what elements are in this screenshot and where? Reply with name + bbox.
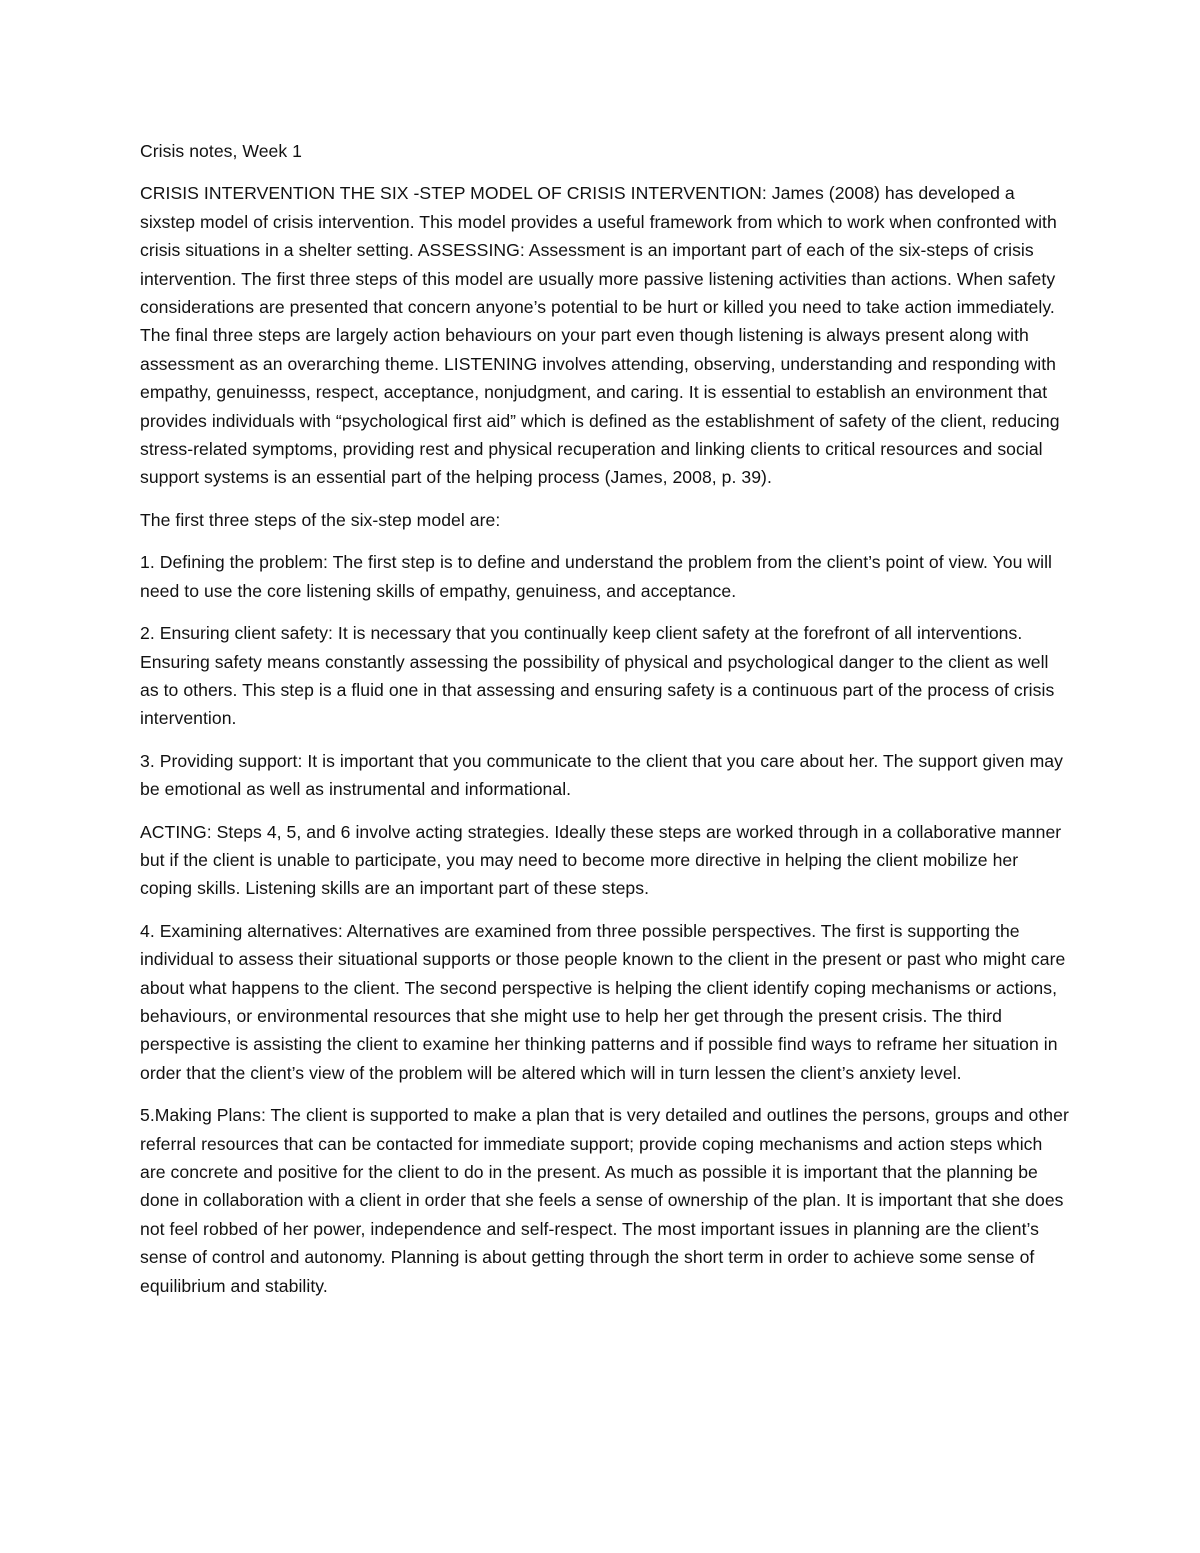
document-body xyxy=(140,137,1070,1314)
paragraph-step-2-client-safety: 2. Ensuring client safety: It is necessary that you continually keep client safety at the forefront of all interventions. Ensuring safety means constantly assessing the possibility of physical and psychological danger to the client as well as to others. This step is a fluid one in that assessing and ensuring safety is a continuous part of the process of crisis intervention. xyxy=(140,623,1055,729)
document-title: Crisis notes, Week 1 xyxy=(140,141,303,161)
paragraph-step-4-examining-alternatives: 4. Examining alternatives: Alternatives are examined from three possible perspectives. The first is supporting the individual to assess their situational supports or those people known to the client in the present or past who might care about what happens to the client. The second perspective is helping the client identify coping mechanisms or actions, behaviours, or environmental resources that she might use to help her get through the present crisis. The third perspective is assisting the client to examine her thinking patterns and if possible find ways to reframe her situation in order that the client’s view of the problem will be altered which will in turn lessen the client’s anxiety level. xyxy=(140,920,1066,1083)
paragraph-step-3-providing-support: 3. Providing support: It is important that you communicate to the client that you care about her. The support given may be emotional as well as instrumental and informational. xyxy=(140,750,1063,800)
paragraph-acting-strategies: ACTING: Steps 4, 5, and 6 involve acting strategies. Ideally these steps are worked through in a collaborative manner but if the client is unable to participate, you may need to become more directive in helping the client mobilize her coping skills. Listening skills are an important part of these steps. xyxy=(140,821,1062,899)
paragraph-crisis-intervention-overview: CRISIS INTERVENTION THE SIX -STEP MODEL OF CRISIS INTERVENTION: James (2008) has developed a sixstep model of crisis intervention. This model provides a useful framework from which to work when confronted with crisis situations in a shelter setting. ASSESSING: Assessment is an important part of each of the six-steps of crisis intervention. The first three steps of this model are usually more passive listening activities than actions. When safety considerations are presented that concern anyone’s potential to be hurt or killed you need to take action immediately. The final three steps are largely action behaviours on your part even though listening is always present along with assessment as an overarching theme. LISTENING involves attending, observing, understanding and responding with empathy, genuinesss, respect, acceptance, nonjudgment, and caring. It is essential to establish an environment that provides individuals with “psychological first aid” which is defined as the establishment of safety of the client, reducing stress-related symptoms, providing rest and physical recuperation and linking clients to critical resources and social support systems is an essential part of the helping process (James, 2008, p. 39). xyxy=(140,183,1060,488)
paragraph-step-5-making-plans: 5.Making Plans: The client is supported to make a plan that is very detailed and outlines the persons, groups and other referral resources that can be contacted for immediate support; provide coping mechanisms and action steps which are concrete and positive for the client to do in the present. As much as possible it is important that the planning be done in collaboration with a client in order that she feels a sense of ownership of the plan. It is important that she does not feel robbed of her power, independence and self-respect. The most important issues in planning are the client’s sense of control and autonomy. Planning is about getting through the short term in order to achieve some sense of equilibrium and stability. xyxy=(140,1105,1069,1296)
paragraph-step-1-defining-problem: 1. Defining the problem: The first step is to define and understand the problem from the client’s point of view. You will need to use the core listening skills of empathy, genuiness, and acceptance. xyxy=(140,552,1052,601)
paragraph-first-three-steps-intro: The first three steps of the six-step model are: xyxy=(140,509,501,530)
